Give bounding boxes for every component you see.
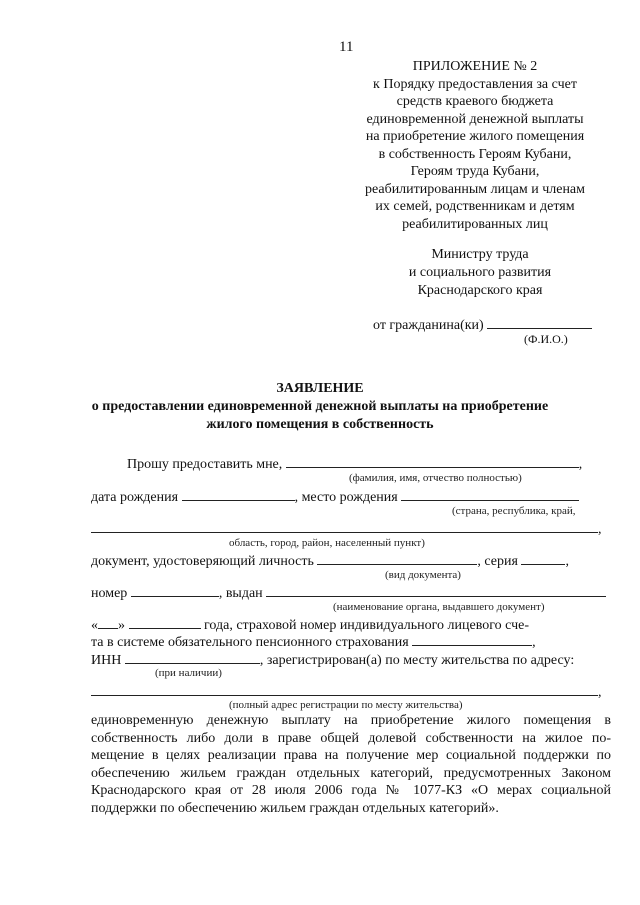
body-line: единовременную денежную выплату на приобретение жилого помещения в [91,713,611,728]
number-field[interactable] [131,584,219,597]
appendix-line: на приобретение жилого помещения [365,129,585,144]
appendix-line: в собственность Героям Кубани, [378,146,572,162]
registered-text: , зарегистрирован(а) по месту жительства по адресу: [259,653,575,668]
year-text: года, страховой номер индивидуального лицевого сче- [204,618,529,633]
address-caption: (полный адрес регистрации по месту жительства) [229,699,463,711]
birth-place-field[interactable] [401,488,579,501]
appendix-line: единовременной денежной выплаты [366,111,584,127]
appendix-line: Героям труда Кубани, [410,164,540,179]
appendix-line: средств краевого бюджета [396,94,554,109]
appendix-line: к Порядку предоставления за счет [373,76,577,92]
if-any-caption: (при наличии) [155,667,222,679]
issued-label: , выдан [218,586,263,601]
issue-month-field[interactable] [129,616,201,629]
birth-place-row-2: , [91,520,602,538]
appendix-title: ПРИЛОЖЕНИЕ № 2 [412,59,538,74]
name-caption: (фамилия, имя, отчество полностью) [349,472,522,484]
region-caption: область, город, район, населенный пункт) [229,537,425,549]
request-row: Прошу предоставить мне, , [127,457,583,472]
body-line: Краснодарского края от 28 июля 2006 года № 1077-КЗ «О мерах социальной [91,783,611,799]
document-title [0,380,640,434]
id-doc-field[interactable] [317,552,477,565]
appendix-block [340,58,610,233]
series-field[interactable] [521,552,565,565]
body-line: поддержки по обеспечению жильем граждан отдельных категорий». [91,800,499,816]
series-label: , серия [477,554,518,569]
from-label: от гражданина(ки) [373,318,484,333]
number-row [91,584,606,602]
id-doc-label: документ, удостоверяющий личность [91,554,314,569]
page-number: 11 [339,39,354,55]
addressee-line: и социального развития [408,265,552,280]
inn-field[interactable] [125,651,260,664]
birth-place-label: , место рождения [294,490,398,505]
inn-label: ИНН [91,653,122,668]
appendix-line: их семей, родственникам и детям [375,199,575,214]
appendix-line: реабилитированным лицам и членам [364,181,586,197]
addressee-line: Краснодарского края [417,283,543,298]
birth-date-label: дата рождения [91,490,179,505]
full-name-field[interactable] [286,455,579,468]
birth-place-field-2[interactable] [91,520,598,533]
pension-text: та в системе обязательного пенсионного страхования [91,635,409,650]
pension-row: та в системе обязательного пенсионного страхования , [91,635,536,650]
body-line: мещение в целях реализации права на получение мер социальной поддержки по [91,748,611,764]
request-label: Прошу предоставить мне, [127,457,283,472]
title-main: ЗАЯВЛЕНИЕ [276,381,364,396]
fio-caption: (Ф.И.О.) [524,332,568,346]
birth-row [91,488,579,506]
issuer-field[interactable] [266,584,606,597]
snils-field[interactable] [412,633,532,646]
issuer-caption: (наименование органа, выдавшего документ) [333,601,545,613]
id-doc-row: документ, удостоверяющий личность , серия , [91,554,569,569]
addressee-block [380,246,580,300]
address-row: , [91,683,602,701]
address-field[interactable] [91,683,598,696]
appendix-line: реабилитированных лиц [402,216,548,232]
body-paragraph [91,712,611,818]
country-caption: (страна, республика, край, [452,505,576,517]
birth-date-field[interactable] [182,488,295,501]
body-line: обеспечению жильем граждан отдельных категорий, предусмотренных Законом [91,765,611,781]
number-label: номер [91,586,128,601]
issue-day-field[interactable] [98,616,118,629]
body-line: собственность либо доли в праве общей долевой собственности на жилое по- [91,730,611,746]
issue-date-row: « » года, страховой номер индивидуального лицевого сче- [91,618,529,633]
title-sub: жилого помещения в собственность [206,417,434,432]
doc-type-caption: (вид документа) [385,569,461,581]
fio-field[interactable] [487,316,592,329]
title-sub: о предоставлении единовременной денежной выплаты на приобретение [91,399,549,414]
addressee-line: Министру труда [431,247,529,262]
